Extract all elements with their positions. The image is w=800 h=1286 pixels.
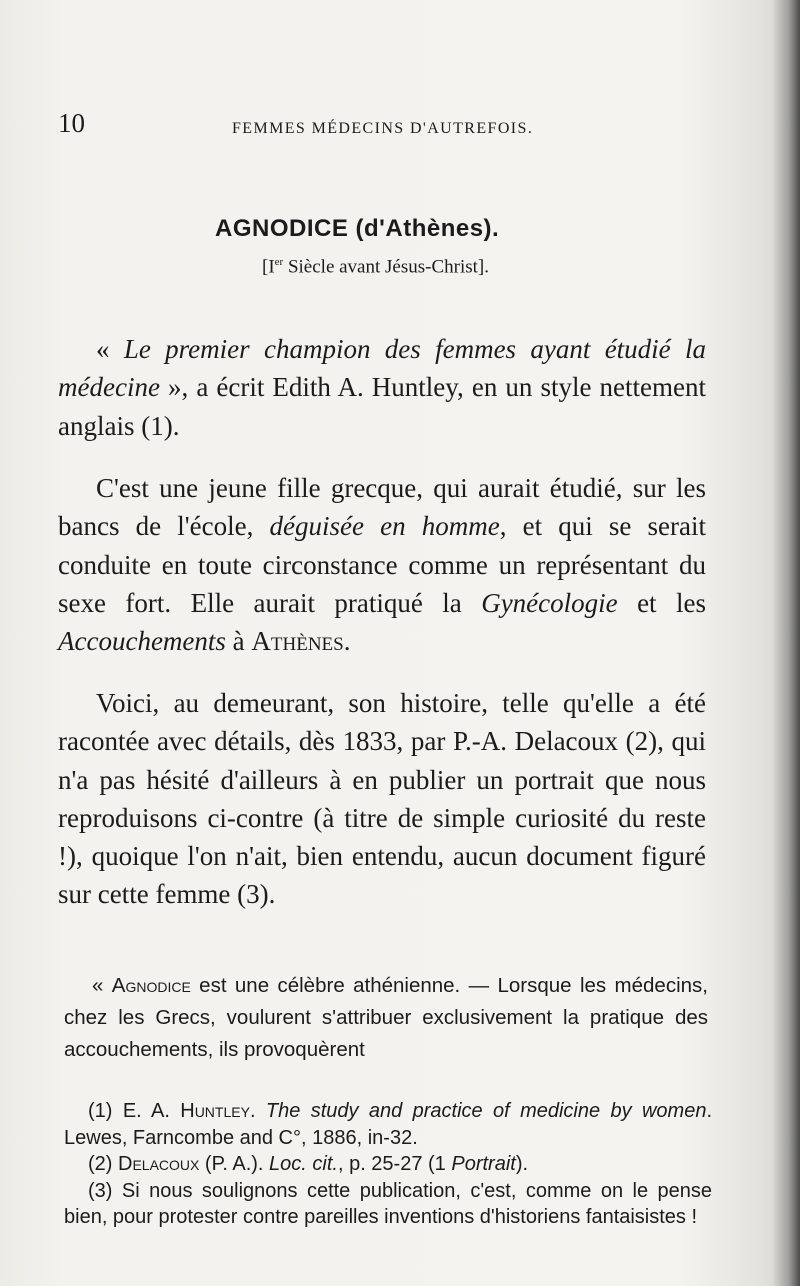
page-binding-shadow: [772, 0, 800, 1286]
page-number: 10: [58, 108, 85, 138]
footnote-1: (1) E. A. Huntley. The study and practice of medicine by women. Lewes, Farncombe and C°, 1886, in-32.: [64, 1100, 712, 1149]
footnote-3: (3) Si nous soulignons cette publication, c'est, comme on le pense bien, pour protester contre pareilles inventions d'historiens fantaisistes !: [64, 1179, 712, 1228]
quoted-passage: « Agnodice est une célèbre athénienne. — Lorsque les médecins, chez les Grecs, voulurent s'attribuer exclusivement la pratique des accouchements, ils provoquèrent: [64, 974, 708, 1061]
paragraph-3: Voici, au demeurant, son histoire, telle qu'elle a été racontée avec détails, dès 1833, par P.-A. Delacoux (2), qui n'a pas hésité d'ailleurs à en publier un portrait que nous reproduisons ci-contre (à titre de simple curiosité du reste !), quoique l'on n'ait, bien entendu, aucun document figuré sur cette femme (3).: [58, 688, 706, 910]
chapter-subtitle: [Ier Siècle avant Jésus-Christ].: [262, 256, 489, 278]
running-title: FEMMES MÉDECINS D'AUTREFOIS.: [232, 120, 534, 137]
footnote-2: (2) Delacoux (P. A.). Loc. cit., p. 25-27 (1 Portrait).: [88, 1153, 529, 1175]
footnotes: [64, 1098, 712, 1231]
chapter-title: AGNODICE (d'Athènes).: [215, 215, 500, 242]
paragraph-2: C'est une jeune fille grecque, qui aurait étudié, sur les bancs de l'école, déguisée en homme, et qui se serait conduite en toute circonstance comme un représentant du sexe fort. Elle aurait pratiqué la Gynécologie et les Accouchements à Athènes.: [58, 473, 707, 657]
paragraph-1: « Le premier champion des femmes ayant étudié la médecine », a écrit Edith A. Huntley, en un style nettement anglais (1).: [58, 334, 706, 441]
